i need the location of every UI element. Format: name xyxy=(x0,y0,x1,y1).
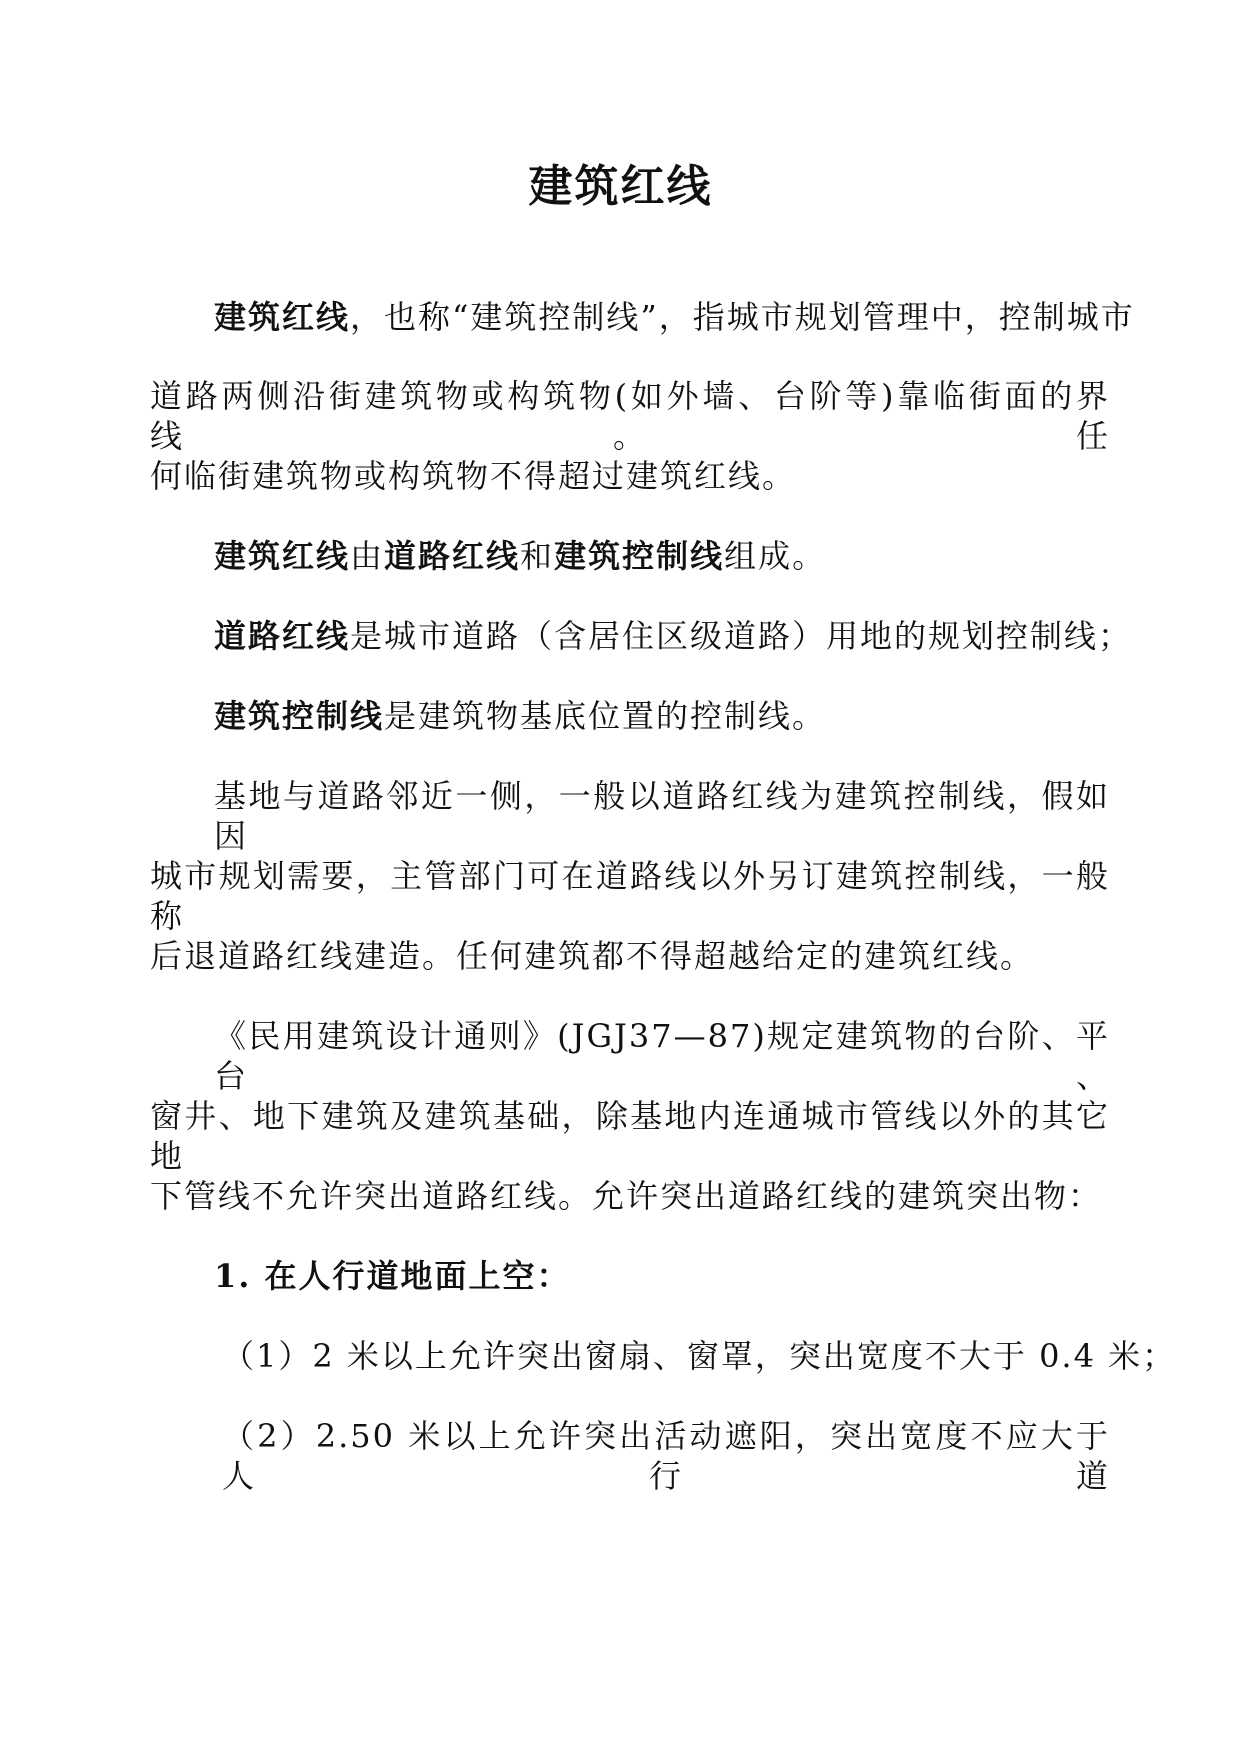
term-building-red-line: 建筑红线 xyxy=(214,298,351,336)
paragraph-2 xyxy=(214,536,1110,576)
paragraph-text: 是建筑物基底位置的控制线。 xyxy=(384,697,827,735)
paragraph-text: 是城市道路（含居住区级道路）用地的规划控制线； xyxy=(350,617,1133,655)
paragraph-text: ，也称“建筑控制线”，指城市规划管理中，控制城市 xyxy=(350,298,1135,336)
term-building-control-line: 建筑控制线 xyxy=(214,697,385,735)
list-item-2: （2）2.50 米以上允许突出活动遮阳，突出宽度不应大于人行道 xyxy=(222,1417,1110,1495)
document-title: 建筑红线 xyxy=(528,161,713,212)
paragraph-1-line-1 xyxy=(214,297,1135,337)
paragraph-6-line-1: 《民用建筑设计通则》(JGJ37—87)规定建筑物的台阶、平台、 xyxy=(214,1017,1110,1095)
term-road-red-line: 道路红线 xyxy=(384,537,521,575)
paragraph-4 xyxy=(214,696,1110,736)
term-building-control-line: 建筑控制线 xyxy=(554,537,725,575)
paragraph-text: 由 xyxy=(350,537,385,575)
term-building-red-line: 建筑红线 xyxy=(214,537,351,575)
paragraph-5-line-3: 后退道路红线建造。任何建筑都不得超越给定的建筑红线。 xyxy=(150,937,1035,975)
term-road-red-line: 道路红线 xyxy=(214,617,351,655)
paragraph-6-line-2: 窗井、地下建筑及建筑基础，除基地内连通城市管线以外的其它地 xyxy=(150,1097,1110,1175)
paragraph-6-line-3: 下管线不允许突出道路红线。允许突出道路红线的建筑突出物： xyxy=(150,1177,1103,1215)
list-item-1: （1）2 米以上允许突出窗扇、窗罩，突出宽度不大于 0.4 米； xyxy=(222,1337,1177,1375)
paragraph-1-line-2: 道路两侧沿街建筑物或构筑物(如外墙、台阶等)靠临街面的界线。任 xyxy=(150,377,1110,455)
paragraph-text: 和 xyxy=(520,537,555,575)
paragraph-5-line-2: 城市规划需要，主管部门可在道路线以外另订建筑控制线，一般称 xyxy=(150,857,1110,935)
paragraph-text: 组成。 xyxy=(724,537,827,575)
paragraph-1-line-3: 何临街建筑物或构筑物不得超过建筑红线。 xyxy=(150,457,797,495)
paragraph-5-line-1: 基地与道路邻近一侧，一般以道路红线为建筑控制线，假如因 xyxy=(214,777,1110,855)
section-heading-1: 1. 在人行道地面上空： xyxy=(214,1257,571,1295)
paragraph-3 xyxy=(214,616,1133,656)
